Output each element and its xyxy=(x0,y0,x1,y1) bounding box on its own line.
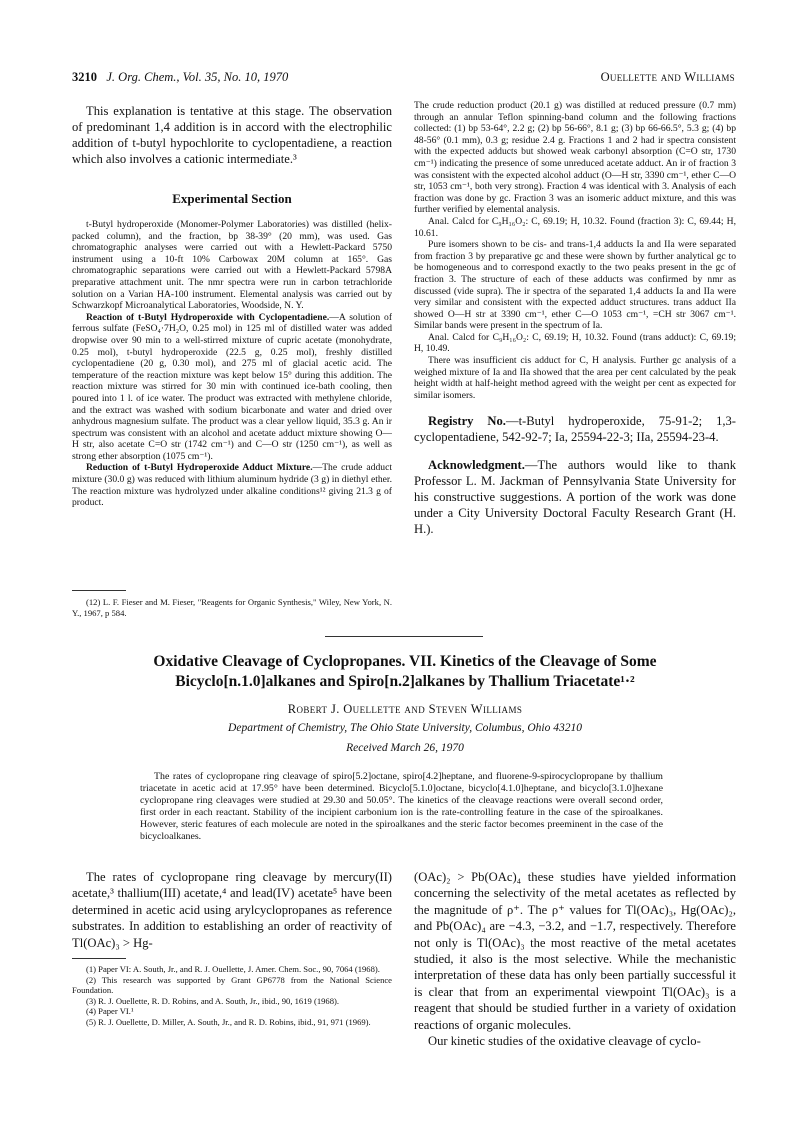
registry-text: —t-Butyl hydroperoxide, 75-91-2; 1,3-cyclopentadiene, 542-92-7; Ia, 25594-22-3; IIa, 25594-23-4. xyxy=(414,414,736,445)
received-date: Received March 26, 1970 xyxy=(346,742,464,754)
body-kinetic-paragraph: Our kinetic studies of the oxidative cleavage of cyclo- xyxy=(428,1034,701,1049)
experimental-paragraph-2 xyxy=(72,312,392,463)
isomers-paragraph: Pure isomers shown to be cis- and trans-1,4 adducts Ia and IIa were separated from fraction 3 by preparative gc and these were shown by further analytical gc to be homogeneous and to correspond exactly to the two peaks present in the gc of fraction 3. The structure of each of these adducts was confirmed by nmr as discussed (vide supra). The ir spectra of the separated 1,4 adducts Ia and IIa were very similar and consistent with the expected adduct structures. trans adduct IIa showed O—H str at 3390 cm⁻¹, ether C—O 1053 cm⁻¹, =CH str 3067 cm⁻¹. Similar bands were present in the spectrum of Ia. xyxy=(414,239,736,332)
running-title: Ouellette and Williams xyxy=(600,70,735,84)
cis-adduct-paragraph: There was insufficient cis adduct for C, H analysis. Further gc analysis of a weighed mixture of Ia and IIa showed that the area per cent calculated by the peak height width at half-height method agreed with the weight per cent as expected for similar isomers. xyxy=(414,355,736,401)
intro-paragraph: This explanation is tentative at this stage. The observation of predominant 1,4 addition is in accord with the electrophilic addition of t-butyl hypochlorite to cyclopentadiene, a reaction which also involves a cationic intermediate.³ xyxy=(72,104,392,166)
footnote-12: (12) L. F. Fieser and M. Fieser, "Reagents for Organic Synthesis," Wiley, New York, N. Y., 1967, p 584. xyxy=(72,597,392,618)
body-right-column xyxy=(414,869,736,1093)
registry-numbers xyxy=(414,413,736,445)
analysis-2: Anal. Calcd for C₉H₁₆O₂: C, 69.19; H, 10.32. Found (trans adduct): C, 69.19; H, 10.49. xyxy=(414,331,736,355)
footnote-1: (1) Paper VI: A. South, Jr., and R. J. Ouellette, J. Amer. Chem. Soc., 90, 7064 (1968). xyxy=(86,964,380,974)
footnote-3: (3) R. J. Ouellette, R. D. Robins, and A. South, Jr., ibid., 90, 1619 (1968). xyxy=(86,995,340,1006)
running-header xyxy=(72,70,735,86)
title-line-1: Oxidative Cleavage of Cyclopropanes. VII. Kinetics of the Cleavage of Some xyxy=(153,653,657,670)
footnote-5: (5) R. J. Ouellette, D. Miller, A. South, Jr., and R. D. Robins, ibid., 91, 971 (1969). xyxy=(86,1016,371,1027)
article-affiliation: Department of Chemistry, The Ohio State University, Columbus, Ohio 43210 xyxy=(228,722,582,734)
experimental-heading: Experimental Section xyxy=(172,191,292,206)
paragraph-3-text: —The crude adduct mixture (30.0 g) was reduced with lithium aluminum hydride (3 g) in diethyl ether. The reaction mixture was hydrolyzed under alkaline conditions¹² giving 21.3 g of product. xyxy=(72,462,392,509)
paragraph-2-text: —A solution of ferrous sulfate (FeSO₄·7H₂O, 0.25 mol) in 125 ml of distilled water was added dropwise over 90 min to a well-stirred mixture of cupric acetate (monohydrate, 0.25 mol), t-butyl hydroperoxide (22.5 g, 0.25 mol), freshly distilled cyclopentadiene (20 g, 0.30 mol), and 275 ml of glacial acetic acid. The temperature of the reaction mixture was kept below 15° during this addition. The reaction mixture was stirred for 30 min with continued ice-bath cooling, then poured into 1 l. of ice water. The product was extracted with methylene chloride, and the extract was washed with sodium bicarbonate and water and dried over anhydrous magnesium sulfate. The product was a clear yellow liquid, 35.3 g. An ir spectrum was consistent with an alcohol and acetate adduct mixture showing O—H str, also acetate C=O str (1742 cm⁻¹) and C—O str (1250 cm⁻¹), as well as strong ether absorption (1075 cm⁻¹). xyxy=(72,311,392,462)
acknowledgment-text: —The authors would like to thank Professor L. M. Jackman of Pennsylvania State University for his constructive suggestions. A portion of the work was done under a City University Doctoral Faculty Research Grant (H. H.). xyxy=(414,458,736,537)
article-abstract: The rates of cyclopropane ring cleavage of spiro[5.2]octane, spiro[4.2]heptane, and fluorene-9-spirocyclopropane by thallium triacetate in acetic acid at 17.95° have been determined. Bicyclo[5.1.0]octane, bicyclo[4.1.0]heptane, and bicyclo[3.1.0]hexane cyclopropane ring cleavages were studied at 29.30 and 50.05°. The kinetics of the cleavage reactions were overall second order, first order in each reactant. Stability of the incipient carbonium ion is the rate-controlling feature in the case of the spiroalkanes. However, steric features of each molecule are noted in the spiroalkanes and the steric factor becomes preeminent in the case of the bicycloalkanes. xyxy=(140,771,663,842)
paragraph-2-heading: Reaction of t-Butyl Hydroperoxide with Cyclopentadiene. xyxy=(86,311,330,323)
footnote-12-block xyxy=(72,597,392,623)
top-right-column xyxy=(414,100,736,624)
distillation-paragraph: The crude reduction product (20.1 g) was distilled at reduced pressure (0.7 mm) through an annular Teflon spinning-band column and the following fractions collected: (1) bp 53-64°, 2.2 g; (2) bp 56-66°, 8.1 g; (3) bp 66-66.5°, 5.3 g; (4) bp 48-56° (0.1 mm), 0.3 g; residue 2.4 g. Fractions 1 and 2 had ir spectra consistent with the expected adducts but showed weak carbonyl absorption (C=O str, 1730 cm⁻¹) indicating the presence of some unreduced acetate adduct. An ir of fraction 3 was consistent with the expected alcohol adduct (O—H str, 3390 cm⁻¹, ether C—O str, 1053 cm⁻¹, both very strong). Fraction 4 was identical with 3. Analysis of each fraction was done by gc. Fraction 3 was an isomeric adduct mixture, and this was further verified by elemental analysis. xyxy=(414,100,736,216)
journal-citation: J. Org. Chem., Vol. 35, No. 10, 1970 xyxy=(106,70,289,84)
body-left-column xyxy=(72,869,392,951)
acknowledgment xyxy=(414,457,736,537)
title-line-2: Bicyclo[n.1.0]alkanes and Spiro[n.2]alkanes by Thallium Triacetate¹·² xyxy=(175,673,635,690)
footnote-2: (2) This research was supported by Grant GP6778 from the National Science Foundation. xyxy=(72,974,392,996)
body-intro-paragraph: The rates of cyclopropane ring cleavage by mercury(II) acetate,³ thallium(III) acetate,⁴ and lead(IV) acetate⁵ have been determined in acetic acid using arylcyclopropanes as reference substrates. In addition to establishing an order of reactivity of Tl(OAc)₃ > Hg- xyxy=(72,870,392,950)
body-selectivity-paragraph: (OAc)₂ > Pb(OAc)₄ these studies have yielded information concerning the selectivity of the metal acetates as reflected by the magnitude of ρ⁺. The ρ⁺ values for Tl(OAc)₃, Hg(OAc)₂, and Pb(OAc)₄ are −4.3, −3.2, and −1.7, respectively. Therefore not only is Tl(OAc)₃ the most reactive of the metal acetates studied, it also is the most selective. While the mechanistic interpretation of these data has only been partially successful it is clear that from an experimental viewpoint Tl(OAc)₃ is a reagent that should be studied further in a variety of oxidation reactions of organic molecules. xyxy=(414,870,736,1032)
experimental-paragraph-1: t-Butyl hydroperoxide (Monomer-Polymer Laboratories) was distilled (helix-packed column), and the fraction, bp 38-39° (20 mm), was used. Gas chromatographic analyses were carried out with a Hewlett-Packard 5750 instrument using a 10-ft 10% Carbowax 20M column at 165°. Gas chromatographic separations were carried out with a Hewlett-Packard 5798A preparative attachment unit. The nmr spectra were run in carbon tetrachloride solution on a Varian HA-100 instrument. Elemental analysis was carried out by Schwarzkopf Microanalytical Laboratories, Woodside, N. Y. xyxy=(72,219,392,312)
footnote-4: (4) Paper VI.¹ xyxy=(86,1006,134,1017)
top-left-column xyxy=(72,103,392,568)
registry-heading: Registry No. xyxy=(428,414,506,429)
body-footnotes xyxy=(72,964,392,1092)
page-number: 3210 xyxy=(72,70,97,84)
article-authors: Robert J. Ouellette and Steven Williams xyxy=(287,702,523,716)
header-left xyxy=(72,70,288,85)
experimental-paragraph-3 xyxy=(72,462,392,508)
paragraph-3-heading: Reduction of t-Butyl Hydroperoxide Adduct Mixture. xyxy=(86,462,313,474)
body-footnote-rule xyxy=(72,958,126,959)
article-divider xyxy=(325,636,483,637)
acknowledgment-heading: Acknowledgment. xyxy=(428,458,525,473)
analysis-1: Anal. Calcd for C₉H₁₆O₂: C, 69.19; H, 10.32. Found (fraction 3): C, 69.44; H, 10.61. xyxy=(414,215,736,239)
article-title xyxy=(60,652,750,692)
footnote-rule xyxy=(72,590,126,591)
